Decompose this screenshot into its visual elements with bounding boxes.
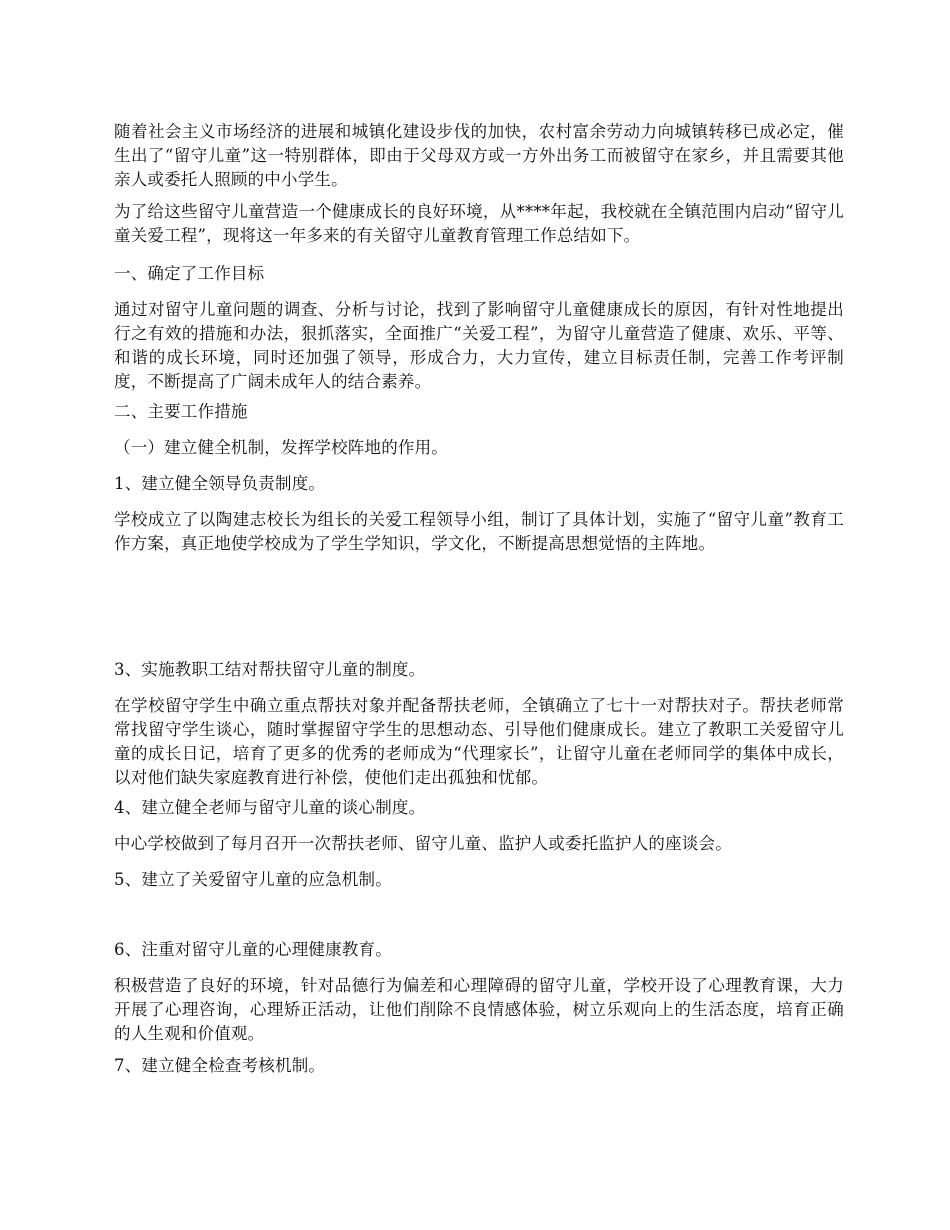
item-paragraph-4: 中心学校做到了每月召开一次帮扶老师、留守儿童、监护人或委托监护人的座谈会。 xyxy=(114,834,732,853)
purpose-paragraph: 为了给这些留守儿童营造一个健康成长的良好环境，从****年起，我校就在全镇范围内启动“留守儿童关爱工程”，现将这一年多来的有关留守儿童教育管理工作总结如下。 xyxy=(114,202,844,245)
item-heading-7: 7、建立健全检查考核机制。 xyxy=(114,1056,326,1075)
item-heading-3: 3、实施教职工结对帮扶留守儿童的制度。 xyxy=(114,660,426,679)
item-paragraph-1: 学校成立了以陶建志校长为组长的关爱工程领导小组，制订了具体计划，实施了“留守儿童”教育工作方案，真正地使学校成为了学生学知识，学文化，不断提高思想觉悟的主阵地。 xyxy=(114,510,844,553)
section-heading-goals: 一、确定了工作目标 xyxy=(114,264,265,283)
item-heading-6: 6、注重对留守儿童的心理健康教育。 xyxy=(114,940,392,959)
subsection-heading-mechanism: （一）建立健全机制，发挥学校阵地的作用。 xyxy=(114,438,448,457)
item-heading-1: 1、建立健全领导负责制度。 xyxy=(114,474,326,493)
item-heading-5: 5、建立了关爱留守儿童的应急机制。 xyxy=(114,870,392,889)
item-heading-4: 4、建立健全老师与留守儿童的谈心制度。 xyxy=(114,798,426,817)
section-heading-measures: 二、主要工作措施 xyxy=(114,402,248,421)
goals-paragraph: 通过对留守儿童问题的调查、分析与讨论，找到了影响留守儿童健康成长的原因，有针对性地提出行之有效的措施和办法，狠抓落实，全面推广“关爱工程”，为留守儿童营造了健康、欢乐、平等、和谐的成长环境，同时还加强了领导，形成合力，大力宣传，建立目标责任制，完善工作考评制度，不断提高了广阔未成年人的结合素养。 xyxy=(114,300,844,391)
intro-paragraph: 随着社会主义市场经济的进展和城镇化建设步伐的加快，农村富余劳动力向城镇转移已成必定，催生出了“留守儿童”这一特别群体，即由于父母双方或一方外出务工而被留守在家乡，并且需要其他亲人或委托人照顾的中小学生。 xyxy=(114,122,844,189)
item-paragraph-6: 积极营造了良好的环境，针对品德行为偏差和心理障碍的留守儿童，学校开设了心理教育课，大力开展了心理咨询，心理矫正活动，让他们削除不良情感体验，树立乐观向上的生活态度，培育正确的人生观和价值观。 xyxy=(114,976,844,1043)
item-paragraph-3: 在学校留守学生中确立重点帮扶对象并配备帮扶老师，全镇确立了七十一对帮扶对子。帮扶老师常常找留守学生谈心，随时掌握留守学生的思想动态、引导他们健康成长。建立了教职工关爱留守儿童的成长日记，培育了更多的优秀的老师成为“代理家长”，让留守儿童在老师同学的集体中成长，以对他们缺失家庭教育进行补偿，使他们走出孤独和忧郁。 xyxy=(114,696,844,787)
